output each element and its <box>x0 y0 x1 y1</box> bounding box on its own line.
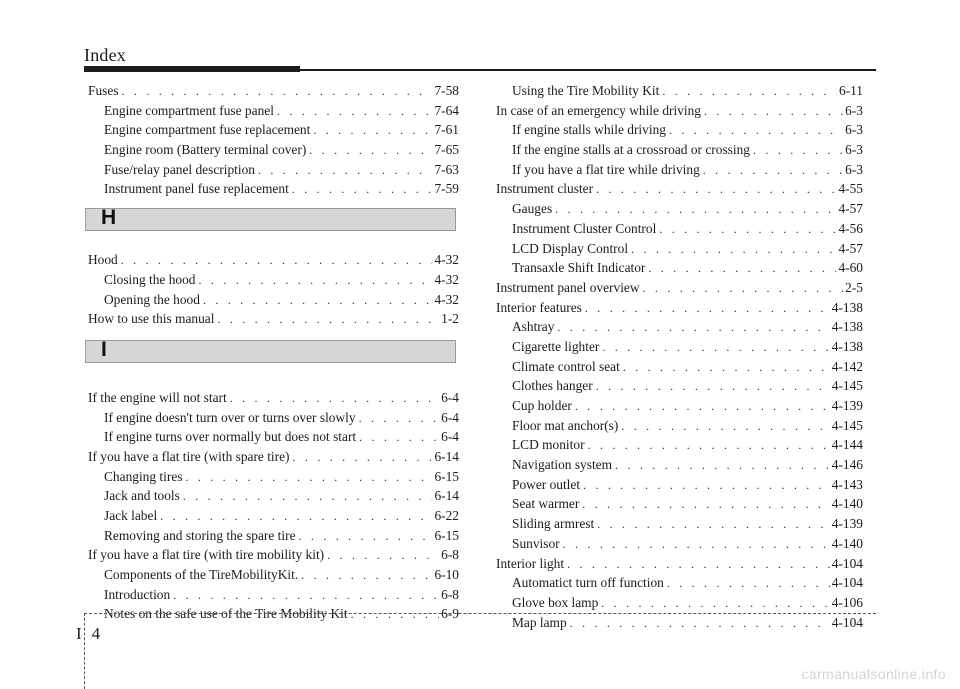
dot-leader <box>615 456 830 475</box>
dot-leader <box>183 487 433 506</box>
index-subentry <box>496 573 863 593</box>
section-spacer <box>88 199 459 208</box>
dot-leader <box>327 546 439 565</box>
index-subentry <box>88 120 459 140</box>
entry-page: 4-143 <box>831 476 863 492</box>
entry-label: Removing and storing the spare tire <box>104 527 296 543</box>
entry-page: 6-3 <box>845 122 863 138</box>
entry-page: 7-58 <box>434 83 459 98</box>
dot-leader <box>293 448 433 467</box>
entry-label: Interior features <box>496 299 582 315</box>
entry-label: Fuse/relay panel description <box>104 161 255 177</box>
dot-leader <box>217 310 439 329</box>
dot-leader <box>555 200 836 219</box>
entry-label: If you have a flat tire while driving <box>512 161 700 177</box>
dot-leader <box>160 507 432 526</box>
dot-leader <box>277 102 433 121</box>
entry-label: If the engine will not start <box>88 389 227 405</box>
index-subentry <box>88 467 459 487</box>
entry-page: 4-104 <box>831 614 863 630</box>
index-subentry <box>496 219 863 239</box>
entry-label: Changing tires <box>104 468 183 484</box>
entry-page: 4-138 <box>831 338 863 354</box>
page-number-section: I <box>76 624 82 643</box>
entry-page: 4-32 <box>434 271 459 287</box>
header-rule-accent <box>84 66 300 72</box>
section-spacer <box>88 329 459 340</box>
index-subentry <box>496 160 863 180</box>
entry-page: 6-8 <box>441 547 459 563</box>
footer-rule <box>84 613 876 614</box>
dot-leader <box>301 566 432 585</box>
entry-label: Jack and tools <box>104 488 180 504</box>
section-spacer <box>88 231 459 250</box>
entry-page: 6-11 <box>838 83 863 98</box>
entry-label: Glove box lamp <box>512 594 599 610</box>
entry-label: Sunvisor <box>512 535 560 551</box>
index-entry <box>496 278 863 298</box>
index-subentry <box>496 593 863 613</box>
entry-label: LCD Display Control <box>512 240 629 256</box>
dot-leader <box>563 535 830 554</box>
index-subentry <box>496 357 863 377</box>
index-entry <box>88 545 459 565</box>
entry-label: Clothes hanger <box>512 378 593 394</box>
index-subentry <box>496 140 863 160</box>
entry-label: Floor mat anchor(s) <box>512 417 619 433</box>
entry-page: 4-56 <box>838 220 863 236</box>
index-entry <box>88 447 459 467</box>
dot-leader <box>173 586 439 605</box>
entry-label: Seat warmer <box>512 496 580 512</box>
dot-leader <box>597 515 830 534</box>
entry-page: 6-3 <box>845 102 863 118</box>
entry-label: If the engine stalls at a crossroad or crossing <box>512 142 750 158</box>
dot-leader <box>359 428 439 447</box>
entry-label: Interior light <box>496 555 565 571</box>
entry-label: Introduction <box>104 586 171 602</box>
index-subentry <box>496 435 863 455</box>
dot-leader <box>199 271 433 290</box>
dot-leader <box>567 555 830 574</box>
entry-page: 4-138 <box>831 319 863 335</box>
index-column-left <box>88 81 459 624</box>
dot-leader <box>596 377 830 396</box>
dot-leader <box>575 397 830 416</box>
entry-label: Instrument cluster <box>496 181 594 197</box>
entry-page: 6-4 <box>441 429 459 445</box>
index-subentry <box>496 396 863 416</box>
index-subentry <box>496 613 863 633</box>
entry-page: 4-146 <box>831 457 863 473</box>
index-subentry <box>496 258 863 278</box>
entry-page: 6-9 <box>441 606 459 622</box>
entry-page: 6-4 <box>441 409 459 425</box>
entry-label: How to use this manual <box>88 311 215 327</box>
dot-leader <box>602 338 829 357</box>
index-entry <box>496 101 863 121</box>
dot-leader <box>669 121 843 140</box>
dot-leader <box>121 251 433 270</box>
watermark: carmanualsonline.info <box>801 666 946 682</box>
dot-leader <box>621 417 829 436</box>
dot-leader <box>351 605 440 624</box>
index-subentry <box>496 534 863 554</box>
page-number-value: 4 <box>91 624 101 643</box>
entry-page: 6-14 <box>434 448 459 464</box>
entry-label: In case of an emergency while driving <box>496 102 701 118</box>
entry-label: Ashtray <box>512 319 555 335</box>
entry-page: 4-142 <box>831 358 863 374</box>
index-subentry <box>496 239 863 259</box>
page-number <box>76 624 100 644</box>
entry-page: 4-104 <box>831 575 863 591</box>
entry-label: Power outlet <box>512 476 581 492</box>
entry-label: Transaxle Shift Indicator <box>512 260 646 276</box>
entry-page: 4-145 <box>831 417 863 433</box>
index-subentry <box>496 455 863 475</box>
entry-page: 7-63 <box>434 161 459 177</box>
entry-page: 4-57 <box>838 201 863 217</box>
index-subentry <box>88 408 459 428</box>
dot-leader <box>662 82 837 101</box>
entry-page: 4-140 <box>831 535 863 551</box>
index-column-right <box>496 81 863 632</box>
entry-page: 6-14 <box>434 488 459 504</box>
entry-page: 4-55 <box>838 181 863 197</box>
dot-leader <box>185 468 432 487</box>
index-subentry <box>88 140 459 160</box>
section-letter: H <box>101 206 117 230</box>
index-subentry <box>88 585 459 605</box>
index-subentry <box>496 317 863 337</box>
entry-page: 4-32 <box>434 291 459 307</box>
dot-leader <box>299 527 433 546</box>
dot-leader <box>704 102 843 121</box>
entry-page: 6-10 <box>434 567 459 583</box>
dot-leader <box>623 358 830 377</box>
entry-page: 7-64 <box>434 102 459 118</box>
dot-leader <box>230 389 439 408</box>
entry-page: 6-4 <box>441 389 459 405</box>
section-letter-bar <box>85 208 456 231</box>
dot-leader <box>359 409 440 428</box>
entry-label: LCD monitor <box>512 437 585 453</box>
index-entry <box>496 554 863 574</box>
index-subentry <box>88 526 459 546</box>
entry-page: 6-8 <box>441 586 459 602</box>
entry-label: Components of the TireMobilityKit. <box>104 567 299 583</box>
entry-page: 4-138 <box>831 299 863 315</box>
entry-page: 7-61 <box>434 122 459 138</box>
entry-page: 7-59 <box>434 181 459 197</box>
entry-page: 4-145 <box>831 378 863 394</box>
entry-label: Cup holder <box>512 398 572 413</box>
entry-label: If you have a flat tire (with tire mobility kit) <box>88 547 325 563</box>
entry-label: Opening the hood <box>104 291 200 307</box>
section-letter: I <box>101 337 107 361</box>
entry-label: Gauges <box>512 201 553 217</box>
entry-page: 4-106 <box>831 594 863 610</box>
entry-page: 6-15 <box>434 527 459 543</box>
entry-page: 6-22 <box>434 508 459 523</box>
section-spacer <box>88 363 459 388</box>
dot-leader <box>659 220 836 239</box>
entry-page: 7-65 <box>434 142 459 158</box>
dot-leader <box>703 161 843 180</box>
index-subentry <box>496 475 863 495</box>
index-entry <box>496 179 863 199</box>
entry-label: Navigation system <box>512 457 613 473</box>
dot-leader <box>648 259 836 278</box>
entry-page: 4-144 <box>831 437 863 453</box>
index-subentry <box>496 120 863 140</box>
index-subentry <box>88 270 459 290</box>
dot-leader <box>583 476 830 495</box>
dot-leader <box>588 436 830 455</box>
entry-page: 1-2 <box>441 311 459 327</box>
index-entry <box>88 388 459 408</box>
index-entry <box>88 309 459 329</box>
entry-label: Using the Tire Mobility Kit <box>512 83 660 98</box>
index-entry <box>88 81 459 101</box>
index-subentry <box>88 486 459 506</box>
dot-leader <box>203 291 433 310</box>
entry-page: 4-32 <box>434 252 459 268</box>
index-entry <box>496 298 863 318</box>
index-subentry <box>496 416 863 436</box>
dot-leader <box>122 82 433 101</box>
entry-page: 4-139 <box>831 516 863 532</box>
entry-label: Cigarette lighter <box>512 338 600 354</box>
dot-leader <box>667 574 830 593</box>
dot-leader <box>753 141 843 160</box>
entry-label: Notes on the safe use of the Tire Mobility Kit <box>104 606 348 622</box>
entry-label: Map lamp <box>512 614 567 630</box>
entry-label: Instrument panel fuse replacement <box>104 181 289 197</box>
dot-leader <box>570 614 830 633</box>
dot-leader <box>643 279 844 298</box>
dot-leader <box>258 161 432 180</box>
entry-label: Climate control seat <box>512 358 620 374</box>
index-subentry <box>88 604 459 624</box>
entry-page: 4-139 <box>831 398 863 413</box>
entry-label: Engine room (Battery terminal cover) <box>104 142 307 158</box>
entry-page: 4-104 <box>831 555 863 571</box>
entry-label: If you have a flat tire (with spare tire) <box>88 448 290 464</box>
dot-leader <box>596 180 836 199</box>
entry-label: Automatict turn off function <box>512 575 664 591</box>
dot-leader <box>313 121 432 140</box>
entry-page: 4-60 <box>838 260 863 276</box>
section-letter-bar <box>85 337 456 363</box>
entry-page: 6-3 <box>845 142 863 158</box>
entry-label: Fuses <box>88 83 119 98</box>
dot-leader <box>585 299 830 318</box>
dot-leader <box>601 594 829 613</box>
index-subentry <box>88 290 459 310</box>
index-subentry <box>496 81 863 101</box>
dot-leader <box>292 180 433 199</box>
entry-label: Engine compartment fuse panel <box>104 102 274 118</box>
index-subentry <box>88 101 459 121</box>
index-entry <box>88 250 459 270</box>
entry-label: Engine compartment fuse replacement <box>104 122 311 138</box>
entry-label: Closing the hood <box>104 271 196 287</box>
index-subentry <box>496 199 863 219</box>
index-subentry <box>88 565 459 585</box>
index-subentry <box>88 506 459 526</box>
entry-page: 2-5 <box>845 279 863 295</box>
index-subentry <box>496 337 863 357</box>
dot-leader <box>582 495 829 514</box>
index-subentry <box>496 494 863 514</box>
dot-leader <box>309 141 432 160</box>
index-subentry <box>88 427 459 447</box>
index-subentry <box>496 376 863 396</box>
page-title: Index <box>84 45 126 65</box>
entry-page: 6-3 <box>845 161 863 177</box>
entry-page: 4-57 <box>838 240 863 256</box>
entry-label: If engine turns over normally but does not start <box>104 429 357 445</box>
entry-label: If engine doesn't turn over or turns over slowly <box>104 409 356 425</box>
entry-label: Instrument Cluster Control <box>512 220 657 236</box>
index-subentry <box>88 179 459 199</box>
entry-page: 6-15 <box>434 468 459 484</box>
dot-leader <box>557 318 829 337</box>
dot-leader <box>631 240 836 259</box>
entry-label: If engine stalls while driving <box>512 122 666 138</box>
entry-label: Jack label <box>104 508 158 523</box>
entry-label: Instrument panel overview <box>496 279 640 295</box>
index-subentry <box>496 514 863 534</box>
entry-page: 4-140 <box>831 496 863 512</box>
entry-label: Hood <box>88 252 118 268</box>
entry-label: Sliding armrest <box>512 516 595 532</box>
index-subentry <box>88 160 459 180</box>
